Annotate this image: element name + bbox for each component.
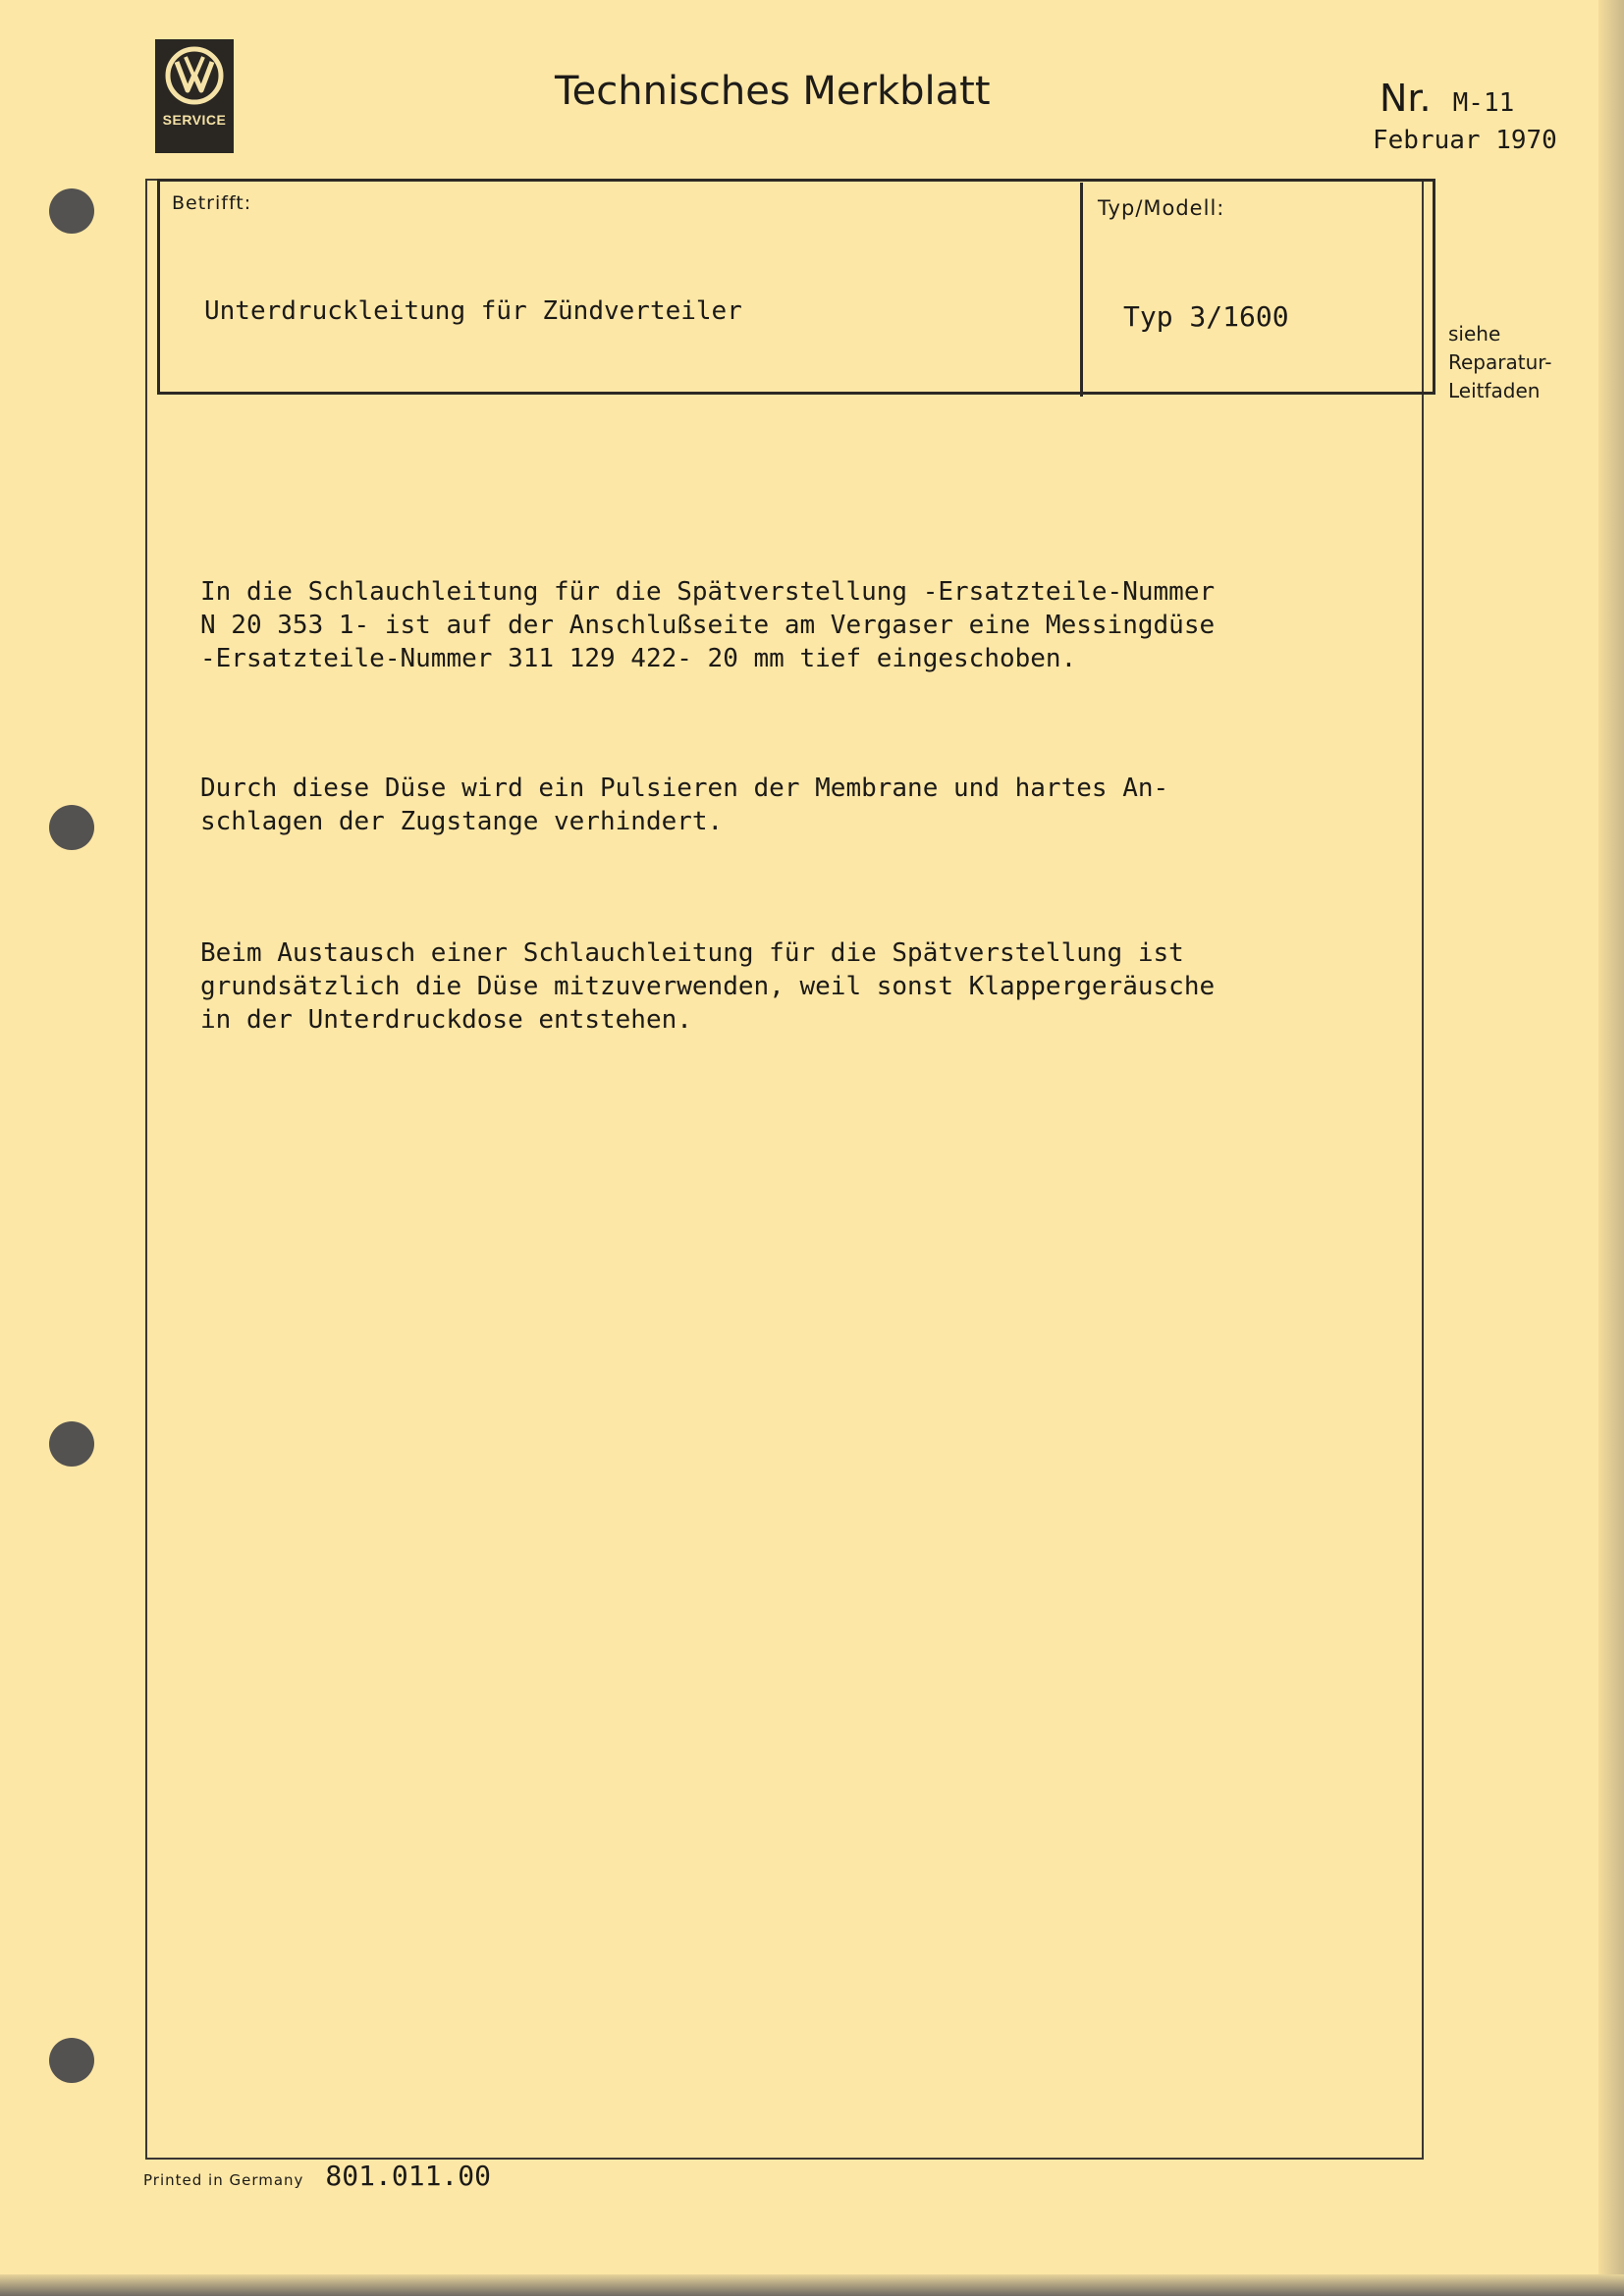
paragraph-line: Durch diese Düse wird ein Pulsieren der Membrane und hartes An- [200,774,1169,803]
form-number: 801.011.00 [325,2160,491,2192]
body-paragraph [200,936,1408,1037]
document-number [1380,77,1514,120]
side-note-line: Reparatur- [1448,350,1552,374]
model-value: Typ 3/1600 [1123,300,1289,333]
side-note [1448,320,1596,405]
info-box-divider [1080,183,1083,397]
paragraph-line: -Ersatzteile-Nummer 311 129 422- 20 mm tief eingeschoben. [200,644,1077,673]
punch-hole [49,188,94,234]
side-note-line: siehe [1448,322,1501,346]
punch-hole [49,2038,94,2083]
footer [143,2160,491,2192]
document-title: Technisches Merkblatt [555,69,991,114]
paragraph-line: in der Unterdruckdose entstehen. [200,1005,692,1035]
model-label: Typ/Modell: [1098,196,1225,220]
printed-in-text: Printed in Germany [143,2171,304,2189]
body-paragraph [200,575,1408,675]
number-value: M-11 [1452,88,1515,118]
paragraph-line: schlagen der Zugstange verhindert. [200,807,724,836]
punch-hole [49,805,94,850]
paragraph-line: N 20 353 1- ist auf der Anschlußseite am Vergaser eine Messingdüse [200,611,1216,640]
number-label: Nr. [1380,77,1432,120]
vw-service-logo [155,39,234,153]
vw-logo-icon [164,45,225,106]
subject-value: Unterdruckleitung für Zündverteiler [204,296,742,326]
paragraph-line: grundsätzlich die Düse mitzuverwenden, weil sonst Klappergeräusche [200,972,1216,1001]
logo-service-text: SERVICE [162,112,227,128]
page-edge-shadow [1598,0,1624,2296]
document-date: Februar 1970 [1373,126,1557,155]
body-paragraph [200,772,1408,838]
subject-label: Betrifft: [172,192,252,214]
punch-hole [49,1421,94,1467]
paragraph-line: Beim Austausch einer Schlauchleitung für die Spätverstellung ist [200,938,1184,968]
paragraph-line: In die Schlauchleitung für die Spätverstellung -Ersatzteile-Nummer [200,577,1216,607]
page-bottom-shadow [0,2274,1624,2296]
info-box [157,179,1435,395]
side-note-line: Leitfaden [1448,379,1541,402]
content-frame [145,179,1424,2160]
